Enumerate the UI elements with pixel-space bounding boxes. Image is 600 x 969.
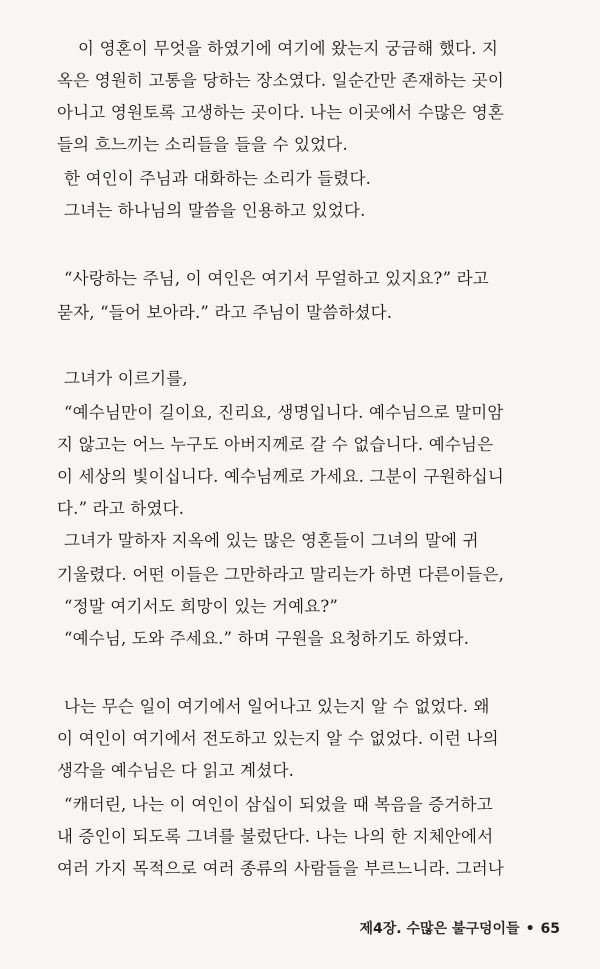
text-line: 한 여인이 주님과 대화하는 소리가 들렸다. <box>64 169 372 188</box>
text-line: “정말 여기서도 희망이 있는 거예요?” <box>64 597 339 616</box>
text-line: 그녀가 말하자 지옥에 있는 많은 영혼들이 그녀의 말에 귀 <box>64 531 479 550</box>
text-line: 내 증인이 되도록 그녀를 불렀단다. 나는 나의 한 지체안에서 <box>57 827 494 846</box>
text-line: 묻자, “들어 보아라.” 라고 주님이 말씀하셨다. <box>57 303 393 322</box>
page-number: 65 <box>540 921 560 937</box>
text-line: “캐더린, 나는 이 여인이 삼십이 되었을 때 복음을 증거하고 <box>64 795 493 814</box>
text-line: 그녀가 이르기를, <box>64 369 188 388</box>
text-line: 기울렸다. 어떤 이들은 그만하라고 말리는가 하면 다른이들은, <box>57 565 505 584</box>
text-line: “사랑하는 주님, 이 여인은 여기서 무얼하고 있지요?” 라고 <box>64 269 489 288</box>
text-line: 그녀는 하나님의 말씀을 인용하고 있었다. <box>64 201 366 220</box>
text-line: 이 세상의 빛이십니다. 예수님께로 가세요. 그분이 구원하십니 <box>57 467 505 486</box>
text-line: 지 않고는 어느 누구도 아버지께로 갈 수 없습니다. 예수님은 <box>57 435 494 454</box>
page-footer <box>360 918 561 938</box>
text-line: 이 여인이 여기에서 전도하고 있는지 알 수 없었다. 이런 나의 <box>57 729 499 748</box>
text-line: 옥은 영원히 고통을 당하는 장소였다. 일순간만 존재하는 곳이 <box>57 71 505 90</box>
chapter-title: 제4장. 수많은 불구덩이들 <box>359 921 520 937</box>
footer-bullet: • <box>525 921 535 937</box>
text-line: 여러 가지 목적으로 여러 종류의 사람들을 부르느니라. 그러나 <box>57 859 505 878</box>
text-line: 다.” 라고 하였다. <box>57 499 185 518</box>
text-line: “예수님만이 길이요, 진리요, 생명입니다. 예수님으로 말미암 <box>64 403 504 422</box>
text-line: 나는 무슨 일이 여기에서 일어나고 있는지 알 수 없었다. 왜 <box>64 697 490 716</box>
text-line: 들의 흐느끼는 소리들을 들을 수 있었다. <box>57 135 348 154</box>
text-line: 아니고 영원토록 고생하는 곳이다. 나는 이곳에서 수많은 영혼 <box>57 103 505 122</box>
text-line: 이 영혼이 무엇을 하였기에 여기에 왔는지 궁금해 했다. 지 <box>78 39 499 58</box>
text-line: 생각을 예수님은 다 읽고 계셨다. <box>57 761 295 780</box>
text-line: “예수님, 도와 주세요.” 하며 구원을 요청하기도 하였다. <box>64 629 470 648</box>
